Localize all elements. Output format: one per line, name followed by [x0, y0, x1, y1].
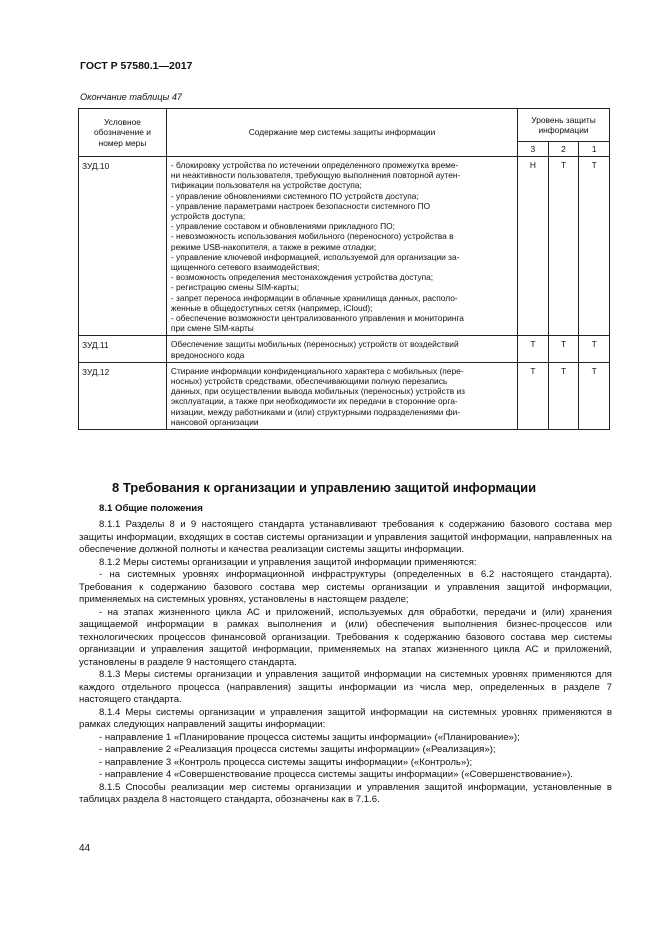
- content-line: режиме USB-накопителя, а также в режиме отладки;: [170, 241, 377, 252]
- content-line: щищенного сетевого взаимодействия;: [170, 262, 320, 273]
- level-2-value: Т: [548, 157, 579, 336]
- paragraph: - на этапах жизненного цикла АС и приложений, используемых для обработки, передачи и (или) хранения защищаемой информации в рамках выполнения и (или) обеспечения выполнения бизнес-процессов или технологических процессов финансовой организации. Требования к содержанию базового состава мер системы организации и управления защитой информации, применяемых на этапах жизненного цикла АС и приложений, установлены в разделе 9 настоящего стандарта.: [79, 606, 612, 668]
- header-level: Уровень защиты информации: [518, 109, 610, 142]
- content-line: - управление составом и обновлениями прикладного ПО;: [170, 221, 395, 232]
- level-1-value: Т: [579, 362, 610, 429]
- header-content: Содержание мер системы защиты информации: [166, 109, 517, 157]
- level-1-value: Т: [579, 336, 610, 362]
- level-2-value: Т: [548, 336, 579, 362]
- paragraph: - на системных уровнях информационной инфраструктуры (определенных в 6.2 настоящего стандарта). Требования к содержанию базового состава мер системы организации и управления защитой информации, применяемых на системных уровнях, установлены в настоящем разделе;: [79, 569, 612, 605]
- content-line: устройств доступа;: [170, 211, 246, 222]
- section-body: [79, 519, 612, 807]
- paragraph: 8.1.1 Разделы 8 и 9 настоящего стандарта устанавливают требования к содержанию базового состава мер защиты информации, входящих в состав системы организации и управления защитой информации, направленных на обеспечение должной полноты и качества реализации системы защиты информации.: [79, 519, 612, 555]
- page-number: 44: [79, 843, 91, 854]
- content-line: тификации пользователя на устройстве доступа;: [170, 180, 362, 191]
- content-line: при смене SIM-карты: [170, 323, 254, 334]
- content-line: - блокировку устройства по истечении определенного промежутка време-: [170, 160, 459, 170]
- paragraph: 8.1.4 Меры системы организации и управления защитой информации на системных уровнях применяются в рамках следующих направлений защиты информации:: [79, 706, 612, 730]
- table-row: [79, 157, 610, 336]
- measure-content: [166, 157, 517, 336]
- content-line: носных) устройств средствами, обеспечивающими полную перезапись: [170, 376, 448, 387]
- measures-table: [78, 108, 610, 430]
- content-line: эксплуатации, а также при необходимости их передачи в сторонние орга-: [170, 396, 458, 407]
- header-level-3: 3: [518, 142, 549, 157]
- level-3-value: Т: [518, 336, 549, 362]
- measure-content: [166, 362, 517, 429]
- content-line: - возможность определения местонахождения устройства доступа;: [170, 272, 434, 283]
- content-line: нансовой организации: [170, 416, 259, 427]
- content-line: Стирание информации конфиденциального характера с мобильных (пере-: [170, 365, 464, 376]
- subsection-title: 8.1 Общие положения: [99, 503, 203, 514]
- document-header: ГОСТ Р 57580.1—2017: [80, 60, 193, 72]
- measure-content: [166, 336, 517, 362]
- section-title: 8 Требования к организации и управлению защитой информации: [112, 480, 537, 495]
- paragraph: - направление 4 «Совершенствование процесса системы защиты информации» («Совершенствование»).: [99, 769, 573, 780]
- content-line: - управление обновлениями системного ПО устройств доступа;: [170, 190, 419, 201]
- measure-code: ЗУД.11: [79, 336, 167, 362]
- header-code: Условное обозначение и номер меры: [79, 109, 167, 157]
- content-line: данных, при осуществлении вывода мобильных (переносных) устройств из: [170, 386, 465, 397]
- level-3-value: Н: [518, 157, 549, 336]
- level-2-value: Т: [548, 362, 579, 429]
- content-line: вредоносного кода: [170, 349, 245, 360]
- content-line: низации, между работниками и (или) структурными подразделениями фи-: [170, 406, 461, 417]
- content-line: женные в общедоступных сетях (например, iCloud);: [170, 302, 373, 313]
- paragraph: 8.1.5 Способы реализации мер системы организации и управления защитой информации, установленные в таблицах раздела 8 настоящего стандарта, обозначены как в 7.1.6.: [79, 781, 612, 805]
- paragraph: - направление 2 «Реализация процесса системы защиты информации» («Реализация»);: [99, 744, 496, 755]
- header-level-1: 1: [579, 142, 610, 157]
- content-line: - обеспечение возможности централизованного управления и мониторинга: [170, 313, 464, 324]
- paragraph: 8.1.2 Меры системы организации и управления защитой информации применяются:: [99, 556, 477, 568]
- content-line: - невозможность использования мобильного (переносного) устройства в: [170, 231, 454, 242]
- content-line: - регистрацию смены SIM-карты;: [170, 282, 299, 293]
- table-row: [79, 362, 610, 429]
- level-3-value: Т: [518, 362, 549, 429]
- paragraph: - направление 3 «Контроль процесса системы защиты информации» («Контроль»);: [99, 756, 473, 768]
- content-line: ни неактивности пользователя, требующую выполнения повторной аутен-: [170, 170, 461, 181]
- measure-code: ЗУД.12: [79, 362, 167, 429]
- content-line: Обеспечение защиты мобильных (переносных) устройств от воздействий: [170, 339, 459, 350]
- content-line: - запрет переноса информации в облачные хранилища данных, располо-: [170, 292, 458, 303]
- content-line: - управление параметрами настроек безопасности системного ПО: [170, 200, 431, 211]
- content-line: - управление ключевой информацией, используемой для организации за-: [170, 251, 460, 262]
- table-caption: Окончание таблицы 47: [80, 92, 183, 102]
- table-row: [79, 336, 610, 362]
- level-1-value: Т: [579, 157, 610, 336]
- header-level-2: 2: [548, 142, 579, 157]
- measure-code: ЗУД.10: [79, 157, 167, 336]
- paragraph: - направление 1 «Планирование процесса системы защиты информации» («Планирование»);: [99, 731, 520, 743]
- paragraph: 8.1.3 Меры системы организации и управления защитой информации на системных уровнях применяются для каждого отдельного процесса (направления) защиты информации из числа мер, определенных в разделе 7 настоящего стандарта.: [79, 669, 612, 705]
